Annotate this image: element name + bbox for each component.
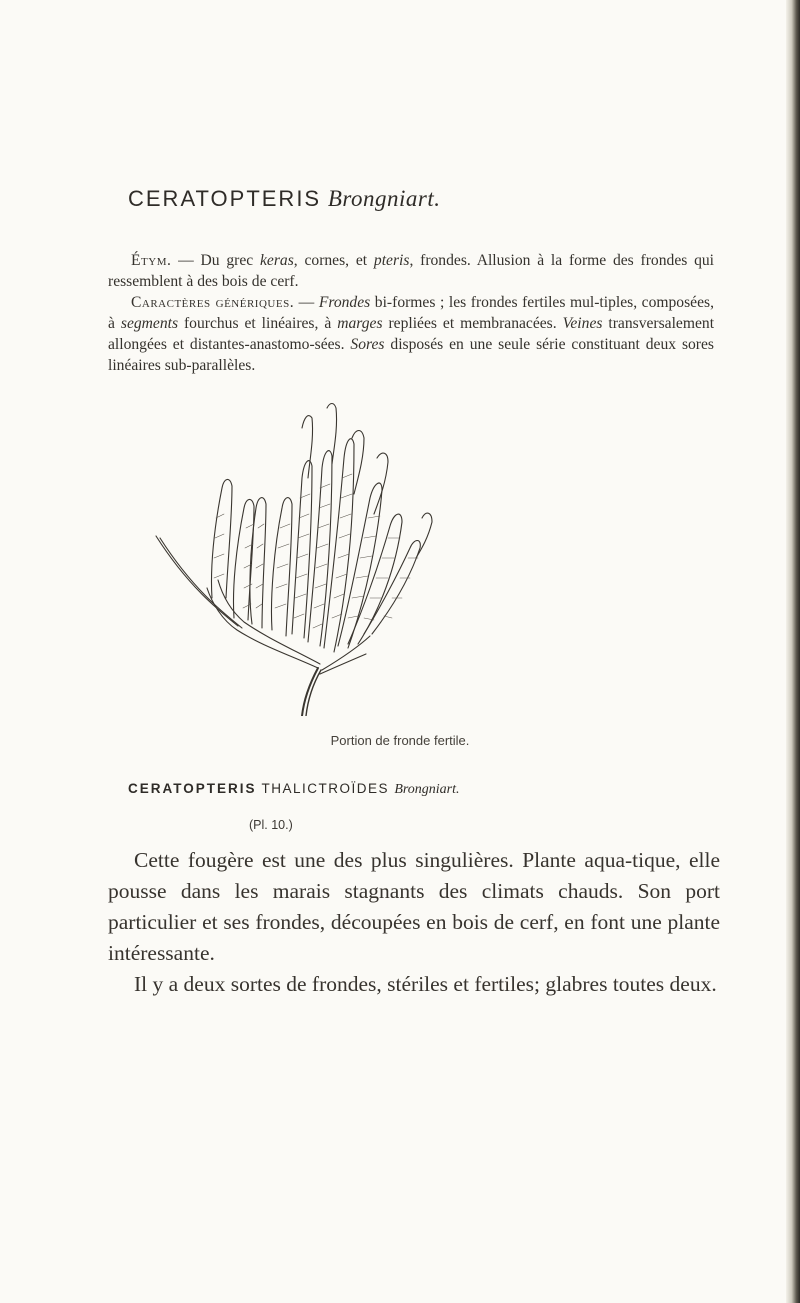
genus-author: Brongniart. [327, 186, 441, 211]
genus-title [128, 186, 688, 212]
species-epithet: THALICTROÏDES [261, 781, 390, 796]
characters-text-5: disposés en une seule série constituant deux sores linéaires sub-parallèles. [108, 336, 714, 374]
genus-name: CERATOPTERIS [128, 186, 322, 211]
characters-text-3: repliées et membranacées. [382, 315, 563, 332]
etymology-text-3: , frondes. Allusion à la forme des frondes qui ressemblent à des bois de cerf. [108, 252, 715, 290]
characters-text-1: bi-formes ; les frondes fertiles mul-tiples, composées, à [108, 294, 714, 332]
etymology-dash: — [171, 252, 201, 269]
etymology-text-2: , cornes, et [293, 252, 374, 269]
characters-term-marges: marges [337, 315, 383, 332]
characters-label: Caractères génériques. [131, 294, 295, 311]
characters-dash: — [294, 294, 319, 311]
body-paragraph-1: Cette fougère est une des plus singulières. Plante aqua-tique, elle pousse dans les marais stagnants des climats chauds. Son port particulier et ses frondes, découpées en bois de cerf, en font une plante intéressante. [108, 848, 720, 965]
page-edge [786, 0, 800, 1303]
figure-caption: Portion de fronde fertile. [330, 733, 470, 748]
etymology-paragraph [108, 250, 714, 292]
characters-term-sores: Sores [350, 336, 385, 353]
etymology-term-keras: keras [260, 252, 294, 269]
body-paragraph-2: Il y a deux sortes de frondes, stériles et fertiles; glabres toutes deux. [134, 972, 717, 996]
species-genus: CERATOPTERIS [128, 781, 257, 796]
fertile-frond-illustration [152, 398, 452, 716]
etymology-label: Étym. [131, 252, 172, 269]
characters-paragraph [108, 292, 714, 376]
plate-reference: (Pl. 10.) [249, 818, 293, 832]
etymology-term-pteris: pteris [373, 252, 410, 269]
species-author: Brongniart. [394, 782, 460, 797]
characters-term-frondes: Frondes [318, 294, 371, 311]
characters-term-segments: segments [120, 315, 179, 332]
characters-term-veines: Veines [562, 315, 603, 332]
species-heading [128, 781, 688, 798]
characters-text-4: transversalement allongées et distantes-anastomo-sées. [108, 315, 715, 353]
etymology-text-1: Du grec [200, 252, 261, 269]
characters-text-2: fourchus et linéaires, à [178, 315, 338, 332]
